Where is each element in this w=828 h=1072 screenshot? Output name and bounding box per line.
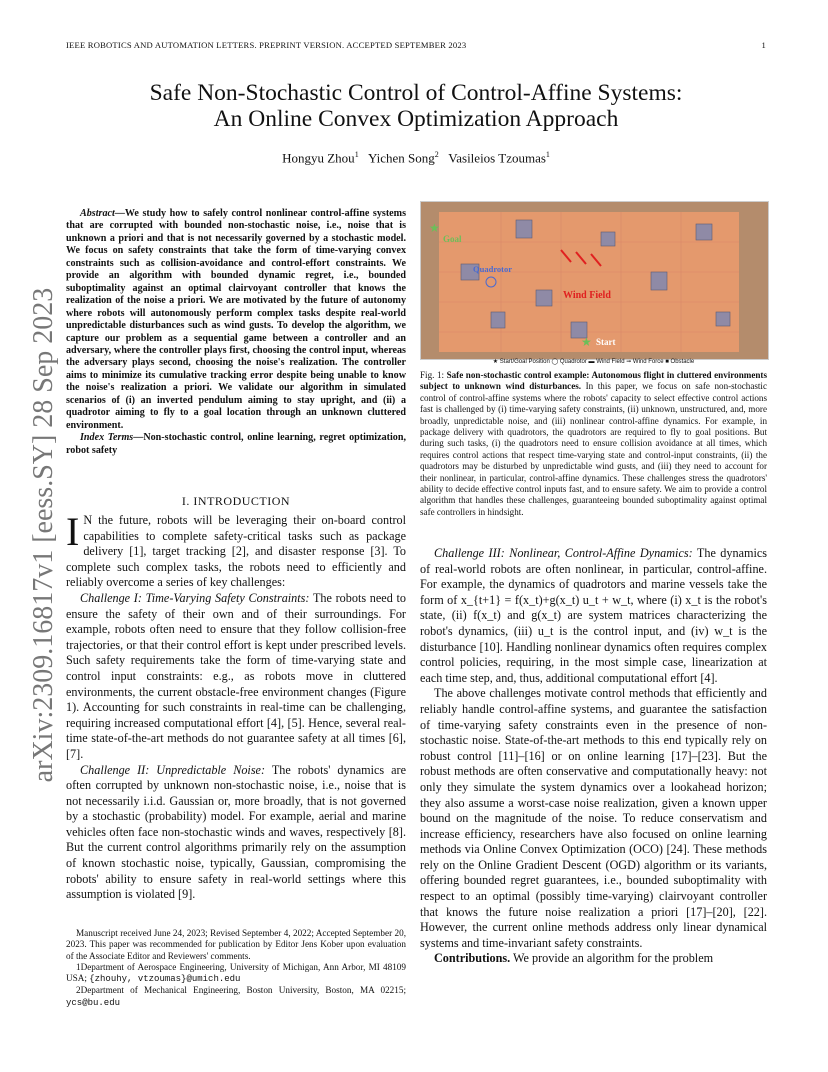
author-list: [66, 150, 766, 166]
affiliation-2: 2Department of Mechanical Engineering, Boston University, Boston, MA 02215;: [76, 985, 406, 996]
manuscript-note: Manuscript received June 24, 2023; Revised September 4, 2022; Accepted September 20, 2023. This paper was recommended for publication by Editor Jens Kober upon evaluation of the Associate Editor and Reviewers' comments.: [66, 928, 406, 961]
intro-text: [66, 509, 407, 903]
section-heading: I. INTRODUCTION: [181, 494, 291, 508]
index-terms: Non-stochastic control, online learning, regret optimization, robot safety: [66, 432, 406, 456]
author-name: Hongyu Zhou: [282, 150, 355, 166]
footnotes: [66, 928, 406, 1009]
figure-legend: ★ Start/Goal Position ◯ Quadrotor ▬ Wind Field ➞ Wind Force ■ Obstacle: [492, 359, 695, 365]
running-header: [66, 40, 766, 50]
author-name: Yichen Song: [367, 150, 435, 166]
challenge-3-heading: Challenge III: Nonlinear, Control-Affine Dynamics:: [434, 546, 693, 560]
affiliation-1: 1Department of Aerospace Engineering, University of Michigan, Ann Arbor, MI 48109 USA;: [66, 961, 406, 984]
arxiv-id: arXiv:2309.16817v1 [eess.SY] 28 Sep 2023: [28, 287, 59, 783]
wind-field-label: Wind Field: [563, 290, 611, 301]
author-affiliation: 2: [434, 150, 439, 159]
right-column-text: [420, 546, 767, 967]
challenge-1-text: The robots need to ensure the safety of their own and of their surroundings. For example, robots often need to ensure that they follow collision-free trajectories, or that their control effort is kept under prescribed levels. Such safety requirements take the form of time-varying state and control input constraints: e.g., as robots move in cluttered environments, the current obstacle-free environment changes (Figure 1). Accounting for such constraints in real-time can be challenging, requiring increased computational effort [4], [5]. Hence, several real-time state-of-the-art methods do not guarantee safety at all times [6], [7].: [66, 590, 407, 761]
abstract-text: We study how to safely control nonlinear control-affine systems that are corrupted with bounded non-stochastic noise, i.e., noise that is unknown a priori and that is not necessarily governed by a stochastic model. We focus on safety constraints that take the form of time-varying convex constraints such as collision-avoidance and control-effort constraints. We provide an algorithm with bounded dynamic regret, i.e., bounded suboptimality against an optimal clairvoyant controller that knows the realization of the noise a priori. We are motivated by the future of autonomy where robots will autonomously perform complex tasks despite real-world unpredictable disturbances such as wind gusts. To develop the algorithm, we capture our problem as a sequential game between a controller and an adversary, where the controller plays first, choosing the control input, whereas the adversary plays second, choosing the noise's realization. The controller aims to minimize its cumulative tracking error despite being unable to know the noise's realization a priori. We validate our algorithm in simulated scenarios of (i) an inverted pendulum aiming to stay upright, and (ii) a quadrotor aiming to fly to a goal location through an unknown cluttered environment.: [66, 208, 406, 431]
intro-paragraph: N the future, robots will be leveraging their on-board control capabilities to complete safety-critical tasks such as package delivery [1], target tracking [2], and disaster response [3]. To complete such complex tasks, the robots need to efficiently and reliably overcome a series of key challenges:: [66, 513, 406, 590]
challenge-2-heading: Challenge II: Unpredictable Noise:: [80, 762, 266, 777]
goal-star-icon: ★: [429, 221, 440, 235]
figure-1-image: [420, 201, 769, 360]
dropcap: I: [66, 509, 80, 554]
author-name: Vasileios Tzoumas: [448, 150, 546, 166]
email-2: ycs@bu.edu: [66, 997, 121, 1008]
start-star-icon: ★: [581, 335, 592, 349]
quadrotor-label: Quadrotor: [473, 264, 513, 274]
paper-title: [66, 80, 766, 132]
author-affiliation: 1: [545, 150, 550, 159]
challenge-3-text: The dynamics of real-world robots are often nonlinear, in particular, control-affine. For example, the dynamics of quadrotors and marine vessels take the form of x_{t+1} = f(x_t)+g(x_t) u_t + w_t, where (i) x_t is the robot's state, (ii) f(x_t) and g(x_t) are system matrices characterizing the robot's dynamics, (iii) u_t is the control input, and (iv) w_t is the disturbance [10]. Handling nonlinear dynamics often requires complex control policies, requiring, in the most simple case, linearization at each time step, and, thus, additional computational effort [4].: [420, 546, 768, 685]
caption-text: In this paper, we focus on safe non-stochastic control of control-affine systems where the robots' capacity to select effective control actions fast is challenged by (i) time-varying safety constraints, (ii) unknown, unstructured, and, more broadly, unpredictable noise, and (iii) nonlinear control-affine dynamics. For example, in package delivery with quadrotors, the quadrotors are required to fly to goal positions. But during such tasks, (i) the quadrotors need to ensure collision avoidance at all times, which requires control actions that respect time-varying state and control-input constraints, (ii) the quadrotors may be disturbed by unpredictable wind gusts, and (iii) they need to account for their nonlinear, in particular, control-affine dynamics. These challenges stress the quadrotors' ability to decide effective control inputs fast, and to ensure safety. We aim to provide a control algorithm that handles these challenges, guaranteeing bounded suboptimality against optimal safe controllers in hindsight.: [420, 381, 767, 517]
start-label: Start: [596, 337, 616, 347]
contributions-heading: Contributions.: [434, 951, 511, 966]
abstract: Abstract—We study how to safely control nonlinear control-affine systems that are corrupted with bounded non-stochastic noise, i.e., noise that is unknown a priori and that is not necessarily governed by a stochastic model. We focus on safety constraints that take the form of time-varying convex constraints such as collision-avoidance and control-effort constraints. We provide an algorithm with bounded dynamic regret, i.e., bounded suboptimality against an optimal clairvoyant controller that knows the realization of the noise a priori. We are motivated by the future of autonomy where robots will autonomously perform complex tasks despite real-world unpredictable disturbances such as wind gusts. To develop the algorithm, we capture our problem as a sequential game between a controller and an adversary, where the controller plays first, choosing the control input, whereas the adversary plays second, choosing the noise's realization. The controller aims to minimize its cumulative tracking error despite being unable to know the noise's realization a priori. We validate our algorithm in simulated scenarios of (i) an inverted pendulum aiming to stay upright, and (ii) a quadrotor aiming to fly to a goal location through an unknown cluttered environment. Index Terms—Non-stochastic control, online learning, regret optimization, robot safety: [66, 208, 406, 456]
title-line-1: Safe Non-Stochastic Control of Control-Affine Systems:: [149, 80, 683, 106]
challenge-2-text: The robots' dynamics are often corrupted by unknown non-stochastic noise, i.e., noise that is not necessarily i.i.d. Gaussian or, more broadly, that is not governed by a stochastic (probability) model. For example, aerial and marine vehicles often face non-stochastic winds and waves, respectively [8]. But the current control algorithms primarily rely on the assumption of known stochastic noise, typically, Gaussian, compromising the robots' ability to ensure safety in real-world settings where this assumption is violated [9].: [66, 762, 406, 902]
page-number: 1: [761, 40, 766, 50]
challenge-1-heading: Challenge I: Time-Varying Safety Constraints:: [80, 590, 310, 605]
index-terms-label: Index Terms: [80, 432, 134, 444]
abstract-label: Abstract: [80, 208, 115, 219]
author-affiliation: 1: [354, 150, 359, 159]
goal-label: Goal: [443, 234, 462, 244]
contributions-text: We provide an algorithm for the problem: [513, 951, 714, 966]
title-line-2: An Online Convex Optimization Approach: [213, 106, 619, 132]
arxiv-sidebar: [20, 285, 68, 785]
caption-bold: Safe non-stochastic control example: Autonomous flight in cluttered environments subject to unknown wind disturbances.: [420, 370, 767, 392]
caption-label: Fig. 1:: [420, 370, 445, 380]
email-1: {zhouhy, vtzoumas}@umich.edu: [89, 974, 241, 985]
figure-caption: [420, 370, 767, 518]
figure-scene: [421, 202, 768, 359]
running-title: IEEE ROBOTICS AND AUTOMATION LETTERS. PREPRINT VERSION. ACCEPTED SEPTEMBER 2023: [66, 40, 467, 50]
motivation-paragraph: The above challenges motivate control methods that efficiently and reliably handle control-affine systems, and guarantee the satisfaction of time-varying safety constraints even in the presence of non-stochastic noise. State-of-the-art methods to this end typically rely on robust control [11]–[16] or on online learning [17]–[23]. But the robust methods are often conservative and computationally heavy: not only they simulate the system dynamics over a lookahead horizon; they also assume a worst-case noise realization, given a known upper bound on the magnitude of the noise. To reduce conservatism and increase efficiency, researchers have also focused on online learning methods via Online Convex Optimization (OCO) [24]. These methods rely on the Online Gradient Descent (OGD) algorithm or its variants, offering bounded regret guarantees, i.e., bounded suboptimality with respect to an optimal (possibly time-varying) clairvoyant controller that knows the future noise realization a priori [17]–[20], [22]. However, the current online methods address only linear dynamical systems and time-invariant safety constraints.: [420, 686, 767, 950]
